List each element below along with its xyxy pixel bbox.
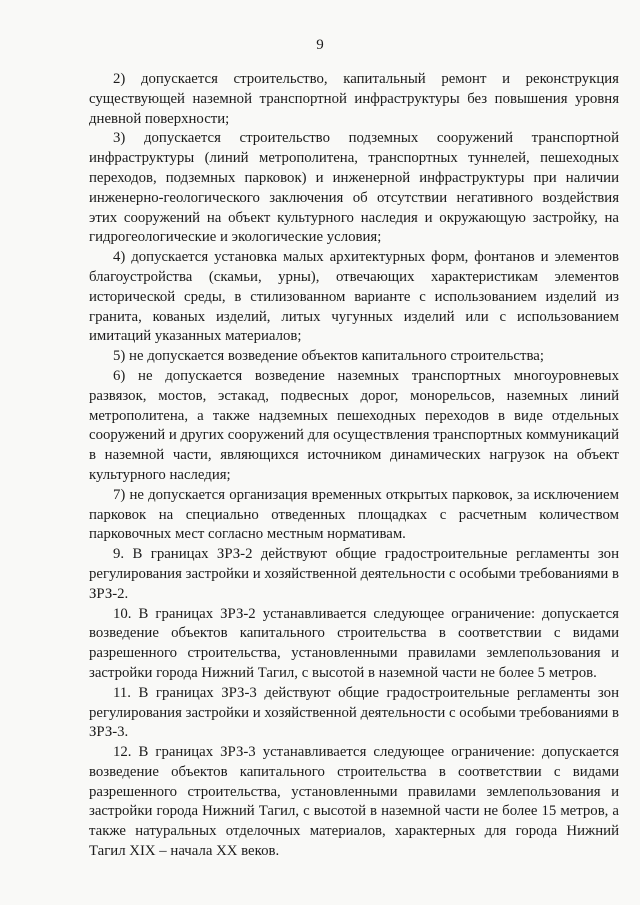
paragraph-item-3: 3) допускается строительство подземных сооружений транспортной инфраструктуры (линий метрополитена, транспортных туннелей, пешеходных переходов, подземных парковок) и инженерной инфраструктуры при наличии инженерно-геологического заключения об отсутствии негативного воздействия этих сооружений на объект культурного наследия и окружающую застройку, на гидрогеологические и экологические условия; xyxy=(89,130,619,246)
paragraph-item-7: 7) не допускается организация временных открытых парковок, за исключением парковок на специально отведенных площадках с расчетным количеством парковочных мест согласно местным нормативам. xyxy=(89,486,619,543)
paragraph-11: 11. В границах ЗРЗ-3 действуют общие градостроительные регламенты зон регулирования застройки и хозяйственной деятельности с особыми требованиями в ЗРЗ-3. xyxy=(89,684,619,741)
paragraph-12: 12. В границах ЗРЗ-3 устанавливается следующее ограничение: допускается возведение объектов капитального строительства в соответствии с видами разрешенного строительства, установленными правилами землепользования и застройки города Нижний Тагил, с высотой в наземной части не более 15 метров, а также натуральных отделочных материалов, характерных для города Нижний Тагил XIX – начала XX веков. xyxy=(89,744,619,860)
document-body xyxy=(89,70,619,862)
paragraph-item-5: 5) не допускается возведение объектов капитального строительства; xyxy=(113,348,544,365)
paragraph-item-4: 4) допускается установка малых архитектурных форм, фонтанов и элементов благоустройства (скамьи, урны), отвечающих характеристикам элементов исторической среды, в стилизованном варианте с использованием изделий из гранита, кованых изделий, литых чугунных изделий или с использованием имитаций указанных материалов; xyxy=(89,249,619,345)
page-number: 9 xyxy=(316,37,324,53)
paragraph-9: 9. В границах ЗРЗ-2 действуют общие градостроительные регламенты зон регулирования застройки и хозяйственной деятельности с особыми требованиями в ЗРЗ-2. xyxy=(89,546,619,602)
paragraph-10: 10. В границах ЗРЗ-2 устанавливается следующее ограничение: допускается возведение объектов капитального строительства в соответствии с видами разрешенного строительства, установленными правилами землепользования и застройки города Нижний Тагил, с высотой в наземной части не более 5 метров. xyxy=(89,605,619,681)
paragraph-item-2: 2) допускается строительство, капитальный ремонт и реконструкция существующей наземной транспортной инфраструктуры без повышения уровня дневной поверхности; xyxy=(89,71,619,127)
paragraph-item-6: 6) не допускается возведение наземных транспортных многоуровневых развязок, мостов, эстакад, подвесных дорог, монорельсов, наземных линий метрополитена, а также надземных пешеходных переходов в виде отдельных сооружений и других сооружений для осуществления транспортных коммуникаций в наземной части, являющихся источником динамических нагрузок на объект культурного наследия; xyxy=(89,367,619,483)
